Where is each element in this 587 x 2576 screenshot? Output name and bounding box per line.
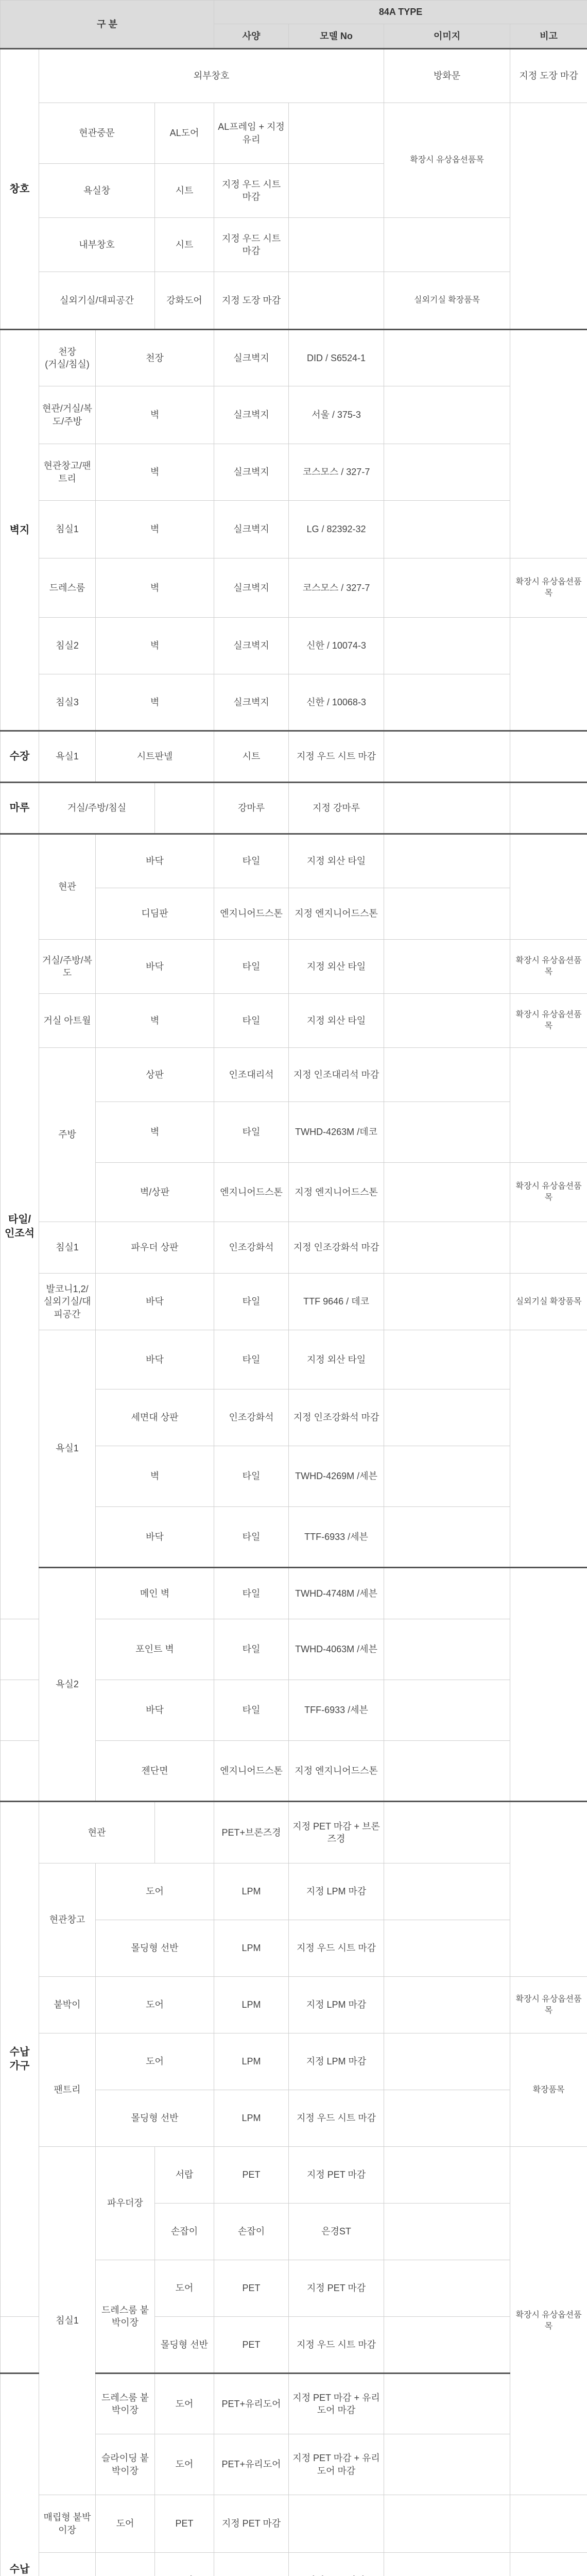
header-model: 모델 No — [289, 24, 384, 49]
model-cell: 지정 인조대리석 마감 — [289, 1048, 384, 1102]
model-cell: 지정 LPM 마감 — [289, 2033, 384, 2090]
table-row — [1, 674, 587, 731]
model-cell: 지정 엔지니어드스톤 — [289, 1741, 384, 1802]
material-cell: LPM — [214, 1920, 289, 1977]
image-cell — [289, 164, 384, 218]
image-cell — [384, 674, 510, 731]
material-cell: PET+유리도어 — [214, 2434, 289, 2495]
image-cell — [384, 834, 510, 888]
sub-part-cell: 도어 — [155, 2260, 214, 2317]
table-row — [1, 558, 587, 618]
model-cell: 지정 인조강화석 마감 — [289, 1389, 384, 1446]
table-row — [1, 2147, 587, 2204]
category-cell: 수장 — [1, 731, 39, 783]
part-cell: 도어 — [96, 1977, 214, 2033]
part-cell: 벽 — [96, 618, 214, 674]
location-cell: 현관창고 — [39, 1863, 96, 1977]
material-cell: 시트 — [214, 731, 289, 783]
location-cell: 침실2 — [39, 618, 96, 674]
image-cell — [384, 330, 510, 386]
model-cell: 지정 PET 마감 — [289, 2147, 384, 2204]
image-cell — [384, 2033, 510, 2090]
image-cell — [384, 1741, 510, 1802]
location-cell: 침실3 — [39, 674, 96, 731]
model-cell: 신한 / 10074-3 — [289, 618, 384, 674]
note-cell — [510, 731, 587, 783]
image-cell — [384, 1802, 510, 1863]
part-cell: 욕실창 — [39, 164, 155, 218]
image-cell — [384, 386, 510, 444]
model-cell: 지정 외산 타일 — [289, 834, 384, 888]
table-row — [1, 618, 587, 674]
sub-part-cell — [155, 2553, 214, 2576]
image-cell — [384, 2260, 510, 2317]
part-cell: 바닥 — [96, 1330, 214, 1389]
part-cell: 벽 — [96, 501, 214, 558]
header-note: 비고 — [510, 24, 587, 49]
note-cell — [510, 1048, 587, 1163]
material-cell: LPM — [214, 1863, 289, 1920]
material-cell: 인조강화석 — [214, 1222, 289, 1274]
model-cell: TTF 9646 / 데코 — [289, 1274, 384, 1330]
image-cell — [384, 1048, 510, 1102]
location-cell: 현관 — [39, 1802, 155, 1863]
header-category: 구 분 — [1, 1, 214, 49]
material-cell: 타일 — [214, 1680, 289, 1741]
image-cell — [384, 1274, 510, 1330]
image-cell — [384, 940, 510, 994]
material-cell: 타일 — [214, 1274, 289, 1330]
table-row — [1, 272, 587, 330]
sub-part-cell: 서랍 — [155, 2147, 214, 2204]
location-cell: 발코니1,2/실외기실/대피공간 — [39, 1274, 96, 1330]
note-cell: 실외기실 확장품목 — [510, 1274, 587, 1330]
part-cell: 파우더 상판 — [96, 1222, 214, 1274]
table-row — [1, 49, 587, 103]
image-cell — [384, 2553, 510, 2576]
sub-part-cell: 도어 — [155, 2374, 214, 2434]
image-cell — [289, 272, 384, 330]
table-row — [1, 2495, 587, 2553]
model-cell: TFF-6933 /세븐 — [289, 1680, 384, 1741]
part-cell: 드레스룸 붙박이장 — [96, 2374, 155, 2434]
table-row — [1, 218, 587, 272]
table-row — [1, 731, 587, 783]
model-cell: 지정 우드 시트 마감 — [214, 164, 289, 218]
part-cell: 벽 — [96, 444, 214, 501]
note-cell — [510, 330, 587, 558]
model-cell: 지정 우드 시트 마감 — [289, 731, 384, 783]
note-cell — [384, 2495, 510, 2553]
material-cell: PET — [214, 2260, 289, 2317]
sub-part-cell: 몰딩형 선반 — [155, 2317, 214, 2374]
material-cell: 실크벽지 — [214, 501, 289, 558]
model-cell: 지정 우드 시트 마감 — [214, 218, 289, 272]
table-row — [1, 330, 587, 386]
part-cell: 몰딩형 선반 — [96, 1920, 214, 1977]
model-cell: 지정 LPM 마감 — [289, 1863, 384, 1920]
category-cell — [1, 1680, 39, 1741]
location-cell: 붙박이 — [39, 1977, 96, 2033]
material-cell: PET — [155, 2495, 214, 2553]
location-cell: 팬트리 — [39, 2033, 96, 2147]
image-cell — [384, 1920, 510, 1977]
part-cell: 도어 — [96, 1863, 214, 1920]
part-cell: 세면대 상판 — [96, 1389, 214, 1446]
image-cell — [384, 618, 510, 674]
model-cell: 서울 / 375-3 — [289, 386, 384, 444]
table-row — [1, 994, 587, 1048]
model-cell: 코스모스 / 327-7 — [289, 444, 384, 501]
category-cell — [1, 1619, 39, 1680]
image-cell — [384, 501, 510, 558]
location-cell: 현관 — [39, 834, 96, 940]
part-cell: 천장 — [96, 330, 214, 386]
part-cell: 벽 — [96, 674, 214, 731]
image-cell — [384, 2374, 510, 2434]
part-cell: 파우더장 — [96, 2147, 155, 2260]
material-cell: 타일 — [214, 1330, 289, 1389]
category-cell: 벽지 — [1, 330, 39, 731]
note-cell: 확장시 유상옵션품목 — [510, 1977, 587, 2033]
model-cell: 지정 외산 타일 — [289, 994, 384, 1048]
material-cell: 타일 — [214, 1102, 289, 1163]
location-cell: 침실1 — [39, 501, 96, 558]
model-cell: AL프레임 + 지정유리 — [214, 103, 289, 164]
model-cell: 지정 우드 시트 마감 — [289, 2317, 384, 2374]
material-cell: 실크벽지 — [214, 674, 289, 731]
note-cell: 확장시 유상옵션품목 — [510, 558, 587, 618]
part-cell: 바닥 — [96, 940, 214, 994]
sub-part-cell: 도어 — [155, 2434, 214, 2495]
part-cell: 벽 — [96, 1102, 214, 1163]
material-cell: LPM — [214, 2090, 289, 2147]
model-cell: 지정 우드 시트 마감 — [289, 2090, 384, 2147]
part-cell: 시트판넬 — [96, 731, 214, 783]
model-cell: 지정 엔지니어드스톤 — [289, 1163, 384, 1222]
part-cell: 드레스룸 붙박이장 — [96, 2260, 155, 2374]
model-cell: TWHD-4063M /세븐 — [289, 1619, 384, 1680]
note-cell — [510, 1330, 587, 1568]
table-row — [1, 501, 587, 558]
header-type-title: 84A TYPE — [214, 1, 587, 24]
model-cell: 은경ST — [289, 2204, 384, 2260]
image-cell — [384, 994, 510, 1048]
category-cell — [1, 1741, 39, 1802]
material-cell: 엔지니어드스톤 — [214, 888, 289, 940]
note-cell — [510, 1568, 587, 1802]
table-row — [1, 444, 587, 501]
table-row — [1, 834, 587, 888]
image-cell — [384, 1568, 510, 1619]
material-cell: 타일 — [214, 1507, 289, 1568]
part-cell: 바닥 — [96, 1507, 214, 1568]
image-cell — [384, 731, 510, 783]
note-cell — [384, 218, 510, 272]
location-cell: 드레스룸 — [39, 558, 96, 618]
part-cell: 벽 — [96, 1446, 214, 1507]
model-cell: TWHD-4263M /데코 — [289, 1102, 384, 1163]
location-cell: 거실/주방/복도 — [39, 940, 96, 994]
part-cell — [96, 2553, 155, 2576]
location-cell: 거실/주방/침실 — [39, 783, 155, 834]
material-cell: 타일 — [214, 940, 289, 994]
part-cell: 젠단면 — [96, 1741, 214, 1802]
material-cell: 엔지니어드스톤 — [214, 1741, 289, 1802]
part-cell: 바닥 — [96, 1680, 214, 1741]
model-cell: 지정 엔지니어드스톤 — [289, 888, 384, 940]
material-cell: 실크벽지 — [214, 558, 289, 618]
material-cell: 인조대리석 — [214, 1048, 289, 1102]
table-row — [1, 386, 587, 444]
image-cell — [384, 2317, 510, 2374]
image-cell — [289, 103, 384, 164]
part-cell: 메인 벽 — [96, 1568, 214, 1619]
note-cell — [510, 834, 587, 940]
material-cell: 실크벽지 — [214, 330, 289, 386]
sub-part-cell — [155, 783, 214, 834]
material-cell: PET — [214, 2317, 289, 2374]
part-cell: 포인트 벽 — [96, 1619, 214, 1680]
part-cell: 내부창호 — [39, 218, 155, 272]
location-cell: 욕실1 — [39, 1330, 96, 1568]
model-cell: 지정 PET 마감 — [214, 2495, 289, 2553]
table-row — [1, 1568, 587, 1619]
table-row — [1, 1222, 587, 1274]
model-cell: 지정 PET 마감 + 유리 도어 마감 — [289, 2374, 384, 2434]
location-cell: 천장 (거실/침실) — [39, 330, 96, 386]
location-cell: 주방 — [39, 1048, 96, 1222]
table-row — [1, 1330, 587, 1389]
material-cell: 손잡이 — [214, 2204, 289, 2260]
material-cell: 강화도어 — [155, 272, 214, 330]
category-cell: 수납 — [1, 2374, 39, 2576]
category-cell: 창호 — [1, 49, 39, 330]
model-cell: 지정 PET 마감 + 유리 도어 마감 — [289, 2434, 384, 2495]
note-cell: 확장시 유상옵션품목 — [384, 103, 510, 218]
note-cell: 실외기실 확장품목 — [384, 272, 510, 330]
material-cell: 시트 — [155, 218, 214, 272]
model-cell: 지정 외산 타일 — [289, 940, 384, 994]
table-row — [1, 1274, 587, 1330]
note-cell: 확장시 유상옵션품목 — [510, 994, 587, 1048]
location-cell: 침실1 — [39, 2147, 96, 2495]
location-cell — [39, 2553, 96, 2576]
model-cell: 지정 도장 마감 — [510, 49, 587, 103]
table-row — [1, 1802, 587, 1863]
image-cell — [384, 444, 510, 501]
model-cell: 지정 도장 마감 — [214, 272, 289, 330]
model-cell: TTF-6933 /세븐 — [289, 1507, 384, 1568]
note-cell: 확장시 유상옵션품목 — [510, 1163, 587, 1222]
model-cell: 신한 / 10068-3 — [289, 674, 384, 731]
sub-part-cell: 도어 — [96, 2495, 155, 2553]
material-cell: 타일 — [214, 1446, 289, 1507]
image-cell — [384, 2090, 510, 2147]
image-cell — [384, 888, 510, 940]
image-cell — [384, 1680, 510, 1741]
part-cell: 바닥 — [96, 1274, 214, 1330]
image-cell — [384, 1863, 510, 1920]
table-row — [1, 940, 587, 994]
part-cell: 벽 — [96, 558, 214, 618]
material-cell: 타일 — [214, 994, 289, 1048]
model-cell: 지정 LPM 마감 — [289, 1977, 384, 2033]
table-row — [1, 1863, 587, 1920]
sub-part-cell — [155, 1802, 214, 1863]
image-cell — [384, 2434, 510, 2495]
part-cell: 도어 — [96, 2033, 214, 2090]
image-cell — [384, 783, 510, 834]
part-cell: 벽/상판 — [96, 1163, 214, 1222]
material-cell: 실크벽지 — [214, 386, 289, 444]
part-cell: 바닥 — [96, 834, 214, 888]
material-cell: 방화문 — [384, 49, 510, 103]
image-cell — [384, 1330, 510, 1389]
material-cell: 인조강화석 — [214, 1389, 289, 1446]
material-cell: 실크벽지 — [214, 618, 289, 674]
image-cell — [289, 218, 384, 272]
note-cell — [510, 1222, 587, 1274]
part-cell: 슬라이딩 붙박이장 — [96, 2434, 155, 2495]
model-cell: 지정 인조강화석 마감 — [289, 1222, 384, 1274]
header-material: 사양 — [214, 24, 289, 49]
model-cell: TWHD-4748M /세븐 — [289, 1568, 384, 1619]
header-image: 이미지 — [384, 24, 510, 49]
note-cell — [510, 1802, 587, 1977]
image-cell — [384, 2204, 510, 2260]
part-cell: 몰딩형 선반 — [96, 2090, 214, 2147]
image-cell — [289, 2495, 384, 2553]
model-cell: 지정 PET 마감 — [289, 2260, 384, 2317]
model-cell: DID / S6524-1 — [289, 330, 384, 386]
location-cell: 욕실2 — [39, 1568, 96, 1802]
spec-table-body — [1, 49, 587, 2576]
model-cell: TWHD-4269M /세븐 — [289, 1446, 384, 1507]
image-cell — [384, 1222, 510, 1274]
image-cell — [384, 2147, 510, 2204]
material-cell: 실크벽지 — [214, 444, 289, 501]
table-row — [1, 1977, 587, 2033]
table-row — [1, 2553, 587, 2576]
material-cell: PET+유리도어 — [214, 2374, 289, 2434]
model-cell: 코스모스 / 327-7 — [289, 558, 384, 618]
model-cell: 지정 강마루 — [289, 783, 384, 834]
image-cell — [384, 1446, 510, 1507]
table-row — [1, 103, 587, 164]
image-cell — [384, 1102, 510, 1163]
part-cell: 현관중문 — [39, 103, 155, 164]
material-cell: PET+브론즈경 — [214, 1802, 289, 1863]
note-cell: 확장품목 — [510, 2033, 587, 2147]
location-cell: 거실 아트월 — [39, 994, 96, 1048]
location-cell: 침실1 — [39, 1222, 96, 1274]
location-cell: 외부창호 — [39, 49, 384, 103]
material-cell: 시트 — [155, 164, 214, 218]
material-cell: 강마루 — [214, 783, 289, 834]
image-cell — [384, 1619, 510, 1680]
material-cell: PET — [214, 2147, 289, 2204]
material-cell: 타일 — [214, 834, 289, 888]
part-cell: 실외기실/대피공간 — [39, 272, 155, 330]
material-cell: LPM — [214, 2033, 289, 2090]
category-cell: 타일/ 인조석 — [1, 834, 39, 1619]
model-cell: 지정 외산 타일 — [289, 1330, 384, 1389]
model-cell: LG / 82392-32 — [289, 501, 384, 558]
material-cell — [214, 2553, 289, 2576]
model-cell — [289, 2553, 384, 2576]
image-cell — [384, 1389, 510, 1446]
image-cell — [384, 1977, 510, 2033]
material-cell: 타일 — [214, 1619, 289, 1680]
note-cell — [510, 618, 587, 731]
note-cell — [510, 2553, 587, 2576]
material-cell: 엔지니어드스톤 — [214, 1163, 289, 1222]
category-cell: 마루 — [1, 783, 39, 834]
note-cell: 확장시 유상옵션품목 — [510, 2147, 587, 2495]
note-cell — [510, 783, 587, 834]
note-cell: 확장시 유상옵션품목 — [510, 940, 587, 994]
image-cell — [384, 558, 510, 618]
category-cell — [1, 2317, 39, 2374]
location-cell: 욕실1 — [39, 731, 96, 783]
table-row — [1, 1048, 587, 1102]
material-cell: 타일 — [214, 1568, 289, 1619]
part-cell: 상판 — [96, 1048, 214, 1102]
location-cell: 현관창고/팬트리 — [39, 444, 96, 501]
model-cell: 지정 우드 시트 마감 — [289, 1920, 384, 1977]
category-cell: 수납 가구 — [1, 1802, 39, 2317]
location-cell: 현관/거실/복도/주방 — [39, 386, 96, 444]
sub-part-cell: 손잡이 — [155, 2204, 214, 2260]
part-cell: 벽 — [96, 386, 214, 444]
image-cell — [384, 1163, 510, 1222]
material-cell: AL도어 — [155, 103, 214, 164]
image-cell — [384, 1507, 510, 1568]
table-row — [1, 2033, 587, 2090]
part-cell: 디딤판 — [96, 888, 214, 940]
table-row — [1, 783, 587, 834]
part-cell: 벽 — [96, 994, 214, 1048]
material-cell: LPM — [214, 1977, 289, 2033]
part-cell: 매립형 붙박이장 — [39, 2495, 96, 2553]
model-cell: 지정 PET 마감 + 브론즈경 — [289, 1802, 384, 1863]
